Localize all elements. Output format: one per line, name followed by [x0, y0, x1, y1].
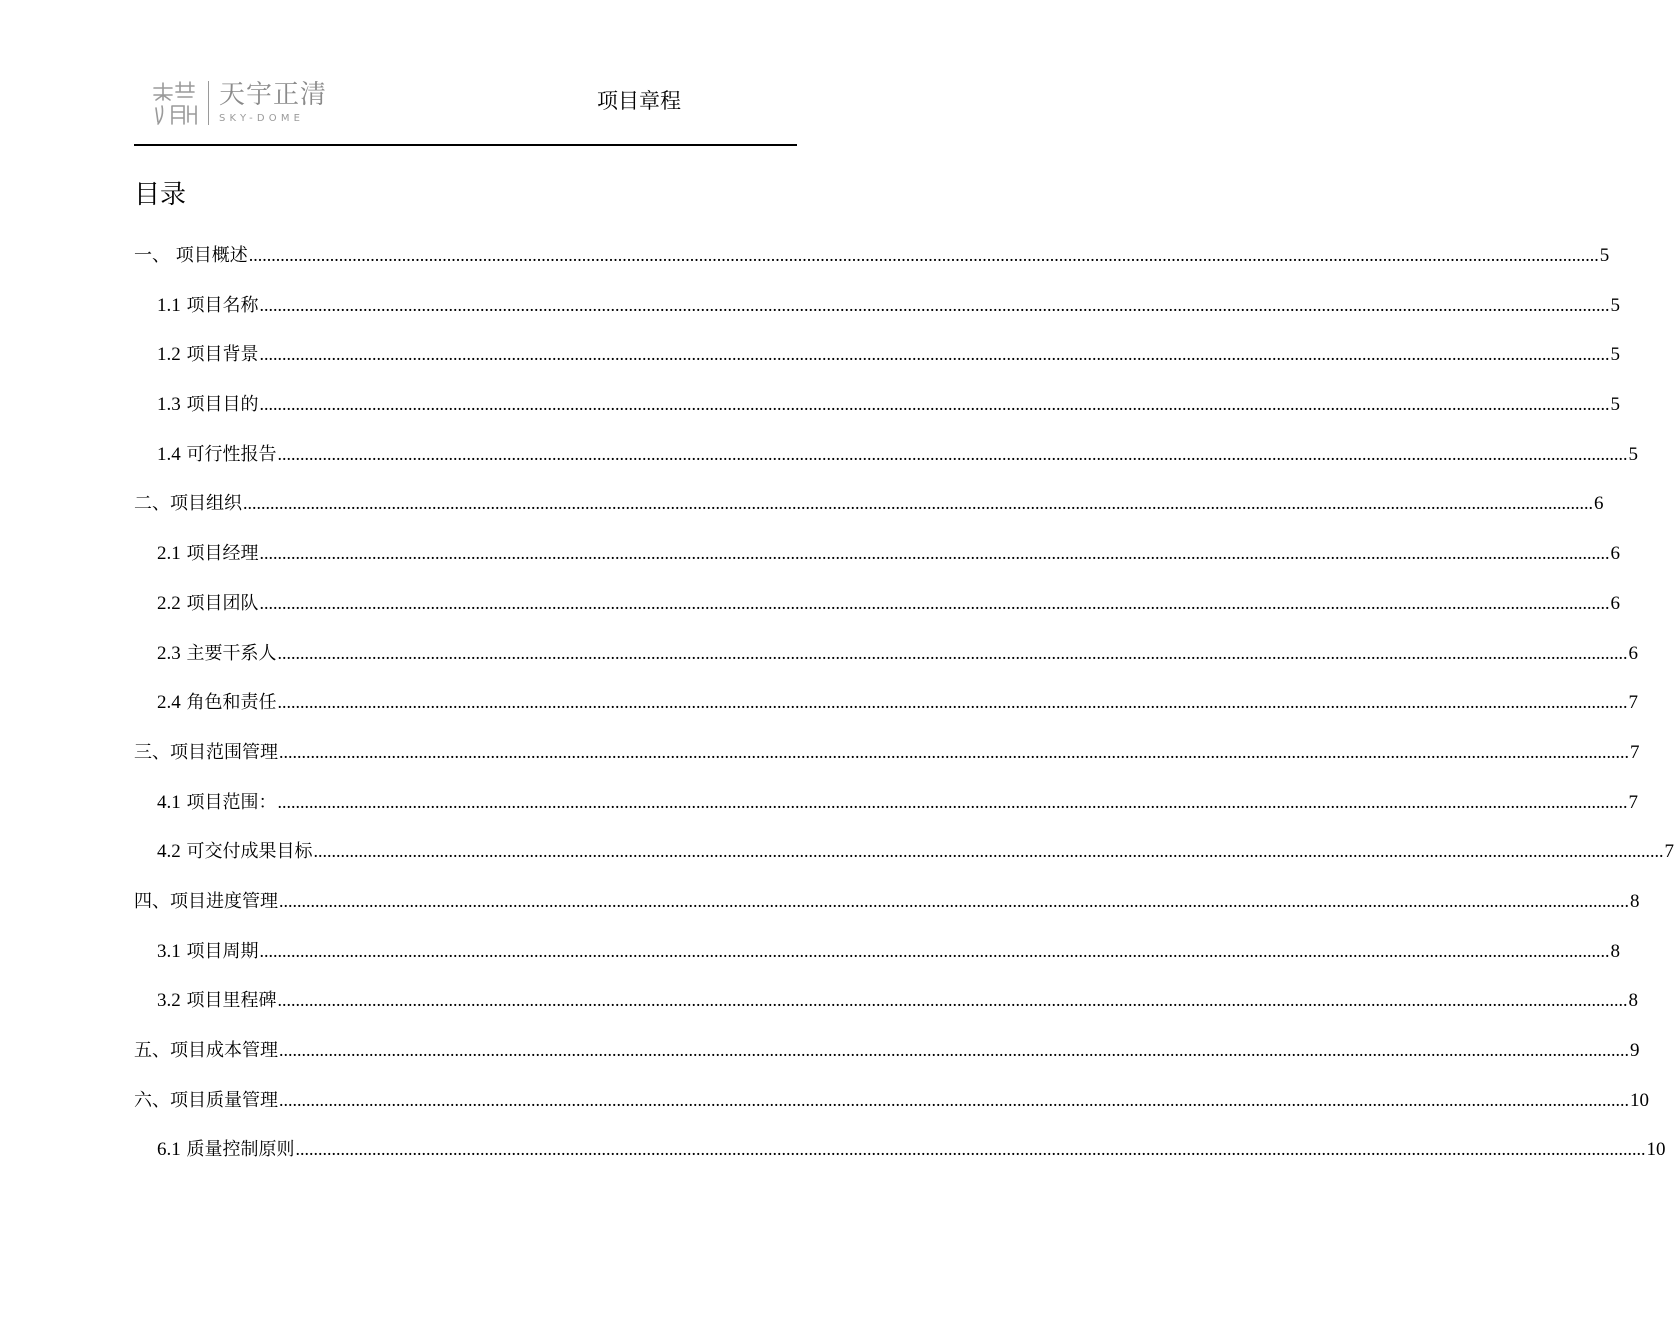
- toc-entry-label: 角色和责任: [180, 692, 277, 714]
- toc-entry-label: 一、 项目概述: [134, 245, 248, 266]
- toc-entry-number: 1.3: [157, 394, 181, 416]
- toc-entry-label: 项目目的: [180, 394, 259, 416]
- toc-entry[interactable]: [134, 290, 1620, 340]
- toc-entry-label: 项目周期: [180, 940, 259, 962]
- toc-entry[interactable]: [134, 439, 1638, 489]
- toc-entry-number: 3.1: [157, 940, 181, 962]
- toc-leader-dots: ............................................................................................................................................................................................................................................................................................................: [279, 1040, 1629, 1060]
- toc-entry-label: 项目团队: [180, 592, 259, 614]
- toc-leader-dots: ............................................................................................................................................................................................................................................................................................................: [277, 791, 1628, 812]
- toc-entry-label: 四、项目进度管理: [134, 890, 278, 912]
- toc-entry[interactable]: [134, 538, 1620, 588]
- toc-entry-page: 6: [1594, 493, 1604, 515]
- toc-leader-dots: ............................................................................................................................................................................................................................................................................................................: [277, 642, 1628, 663]
- toc-entry-number: 2.4: [157, 692, 181, 714]
- logo-text: [219, 80, 327, 126]
- toc-leader-dots: ............................................................................................................................................................................................................................................................................................................: [279, 890, 1629, 911]
- toc-entry-label: 项目名称: [180, 294, 259, 316]
- toc-entry[interactable]: [134, 638, 1638, 688]
- toc-entry-page: 7: [1664, 841, 1674, 863]
- toc-entry-page: 7: [1628, 791, 1638, 813]
- toc-leader-dots: ............................................................................................................................................................................................................................................................................................................: [259, 344, 1610, 365]
- toc-leader-dots: ............................................................................................................................................................................................................................................................................................................: [259, 294, 1610, 315]
- toc-entry[interactable]: [134, 1085, 1649, 1135]
- toc-leader-dots: ............................................................................................................................................................................................................................................................................................................: [277, 443, 1628, 464]
- toc-entry[interactable]: [134, 687, 1638, 737]
- toc-entry-page: 5: [1599, 245, 1610, 266]
- toc-entry-page: 5: [1610, 344, 1620, 366]
- toc-entry[interactable]: [134, 936, 1620, 986]
- toc-entry[interactable]: [134, 488, 1604, 538]
- toc-entry-number: 1.1: [157, 294, 181, 316]
- logo-english-name: SKY-DOME: [219, 113, 305, 124]
- logo-mark-icon: [150, 78, 202, 128]
- toc-entry-page: 10: [1630, 1089, 1649, 1111]
- toc-entry[interactable]: [134, 339, 1620, 389]
- toc-entry-label: 六、项目质量管理: [134, 1089, 278, 1111]
- toc-leader-dots: ............................................................................................................................................................................................................................................................................................................: [248, 245, 1599, 265]
- toc-leader-dots: ............................................................................................................................................................................................................................................................................................................: [259, 394, 1610, 415]
- toc-entry-page: 5: [1610, 294, 1620, 316]
- toc-entry-page: 5: [1610, 394, 1620, 416]
- toc-entry[interactable]: [134, 389, 1620, 439]
- toc-leader-dots: ............................................................................................................................................................................................................................................................................................................: [277, 990, 1628, 1011]
- toc-entry-page: 7: [1628, 692, 1638, 714]
- logo-divider: [208, 81, 209, 125]
- toc-entry[interactable]: [134, 240, 1610, 290]
- toc-entry-label: 三、项目范围管理: [134, 741, 278, 763]
- toc-entry-page: 5: [1628, 443, 1638, 465]
- toc-leader-dots: ............................................................................................................................................................................................................................................................................................................: [313, 841, 1664, 862]
- toc-entry-number: 4.1: [157, 791, 181, 813]
- toc-entry-number: 2.3: [157, 642, 181, 664]
- toc-entry[interactable]: [134, 787, 1638, 837]
- toc-entry-label: 主要干系人: [180, 642, 277, 664]
- toc-entry-page: 6: [1610, 543, 1620, 565]
- toc-leader-dots: ............................................................................................................................................................................................................................................................................................................: [277, 692, 1628, 713]
- toc-entry-page: 7: [1630, 741, 1640, 763]
- toc-leader-dots: ............................................................................................................................................................................................................................................................................................................: [295, 1139, 1646, 1160]
- toc-entry-number: 2.2: [157, 592, 181, 614]
- toc-entry[interactable]: [134, 985, 1638, 1035]
- toc-entry-page: 6: [1628, 642, 1638, 664]
- document-title: 项目章程: [597, 89, 681, 113]
- toc-entry-number: 1.2: [157, 344, 181, 366]
- toc-leader-dots: ............................................................................................................................................................................................................................................................................................................: [259, 543, 1610, 564]
- toc-entry-page: 8: [1610, 940, 1620, 962]
- table-of-contents: [134, 240, 1674, 1184]
- toc-leader-dots: ............................................................................................................................................................................................................................................................................................................: [243, 493, 1593, 514]
- company-logo: [150, 78, 327, 128]
- toc-entry-number: 3.2: [157, 990, 181, 1012]
- toc-entry-label: 项目里程碑: [180, 990, 277, 1012]
- toc-entry-page: 10: [1646, 1139, 1666, 1161]
- toc-entry-label: 项目背景: [180, 344, 259, 366]
- toc-entry-label: 五、项目成本管理: [134, 1040, 278, 1061]
- toc-leader-dots: ............................................................................................................................................................................................................................................................................................................: [279, 741, 1629, 762]
- toc-entry-number: 4.2: [157, 841, 181, 863]
- toc-entry[interactable]: [134, 1035, 1640, 1085]
- logo-chinese-name: 天宇正清: [219, 80, 328, 110]
- toc-entry-number: 6.1: [157, 1139, 181, 1161]
- toc-entry[interactable]: [134, 588, 1620, 638]
- toc-entry-page: 8: [1630, 890, 1640, 912]
- toc-entry-label: 项目范围：: [180, 791, 277, 813]
- toc-leader-dots: ............................................................................................................................................................................................................................................................................................................: [259, 592, 1610, 613]
- toc-entry-label: 二、项目组织: [134, 493, 242, 515]
- toc-entry-number: 2.1: [157, 543, 181, 565]
- toc-entry-label: 可行性报告: [180, 443, 277, 465]
- toc-entry[interactable]: [134, 1134, 1666, 1184]
- toc-entry-number: 1.4: [157, 443, 181, 465]
- toc-entry-page: 9: [1630, 1040, 1640, 1061]
- toc-heading: 目录: [134, 180, 187, 210]
- page-header: [134, 70, 797, 146]
- toc-entry-label: 质量控制原则: [180, 1139, 295, 1161]
- toc-entry-label: 项目经理: [180, 543, 259, 565]
- toc-entry[interactable]: [134, 886, 1640, 936]
- toc-entry[interactable]: [134, 737, 1640, 787]
- toc-leader-dots: ............................................................................................................................................................................................................................................................................................................: [279, 1089, 1629, 1110]
- toc-entry-page: 8: [1628, 990, 1638, 1012]
- toc-entry[interactable]: [134, 836, 1674, 886]
- toc-leader-dots: ............................................................................................................................................................................................................................................................................................................: [259, 940, 1610, 961]
- toc-entry-label: 可交付成果目标: [180, 841, 313, 863]
- toc-entry-page: 6: [1610, 592, 1620, 614]
